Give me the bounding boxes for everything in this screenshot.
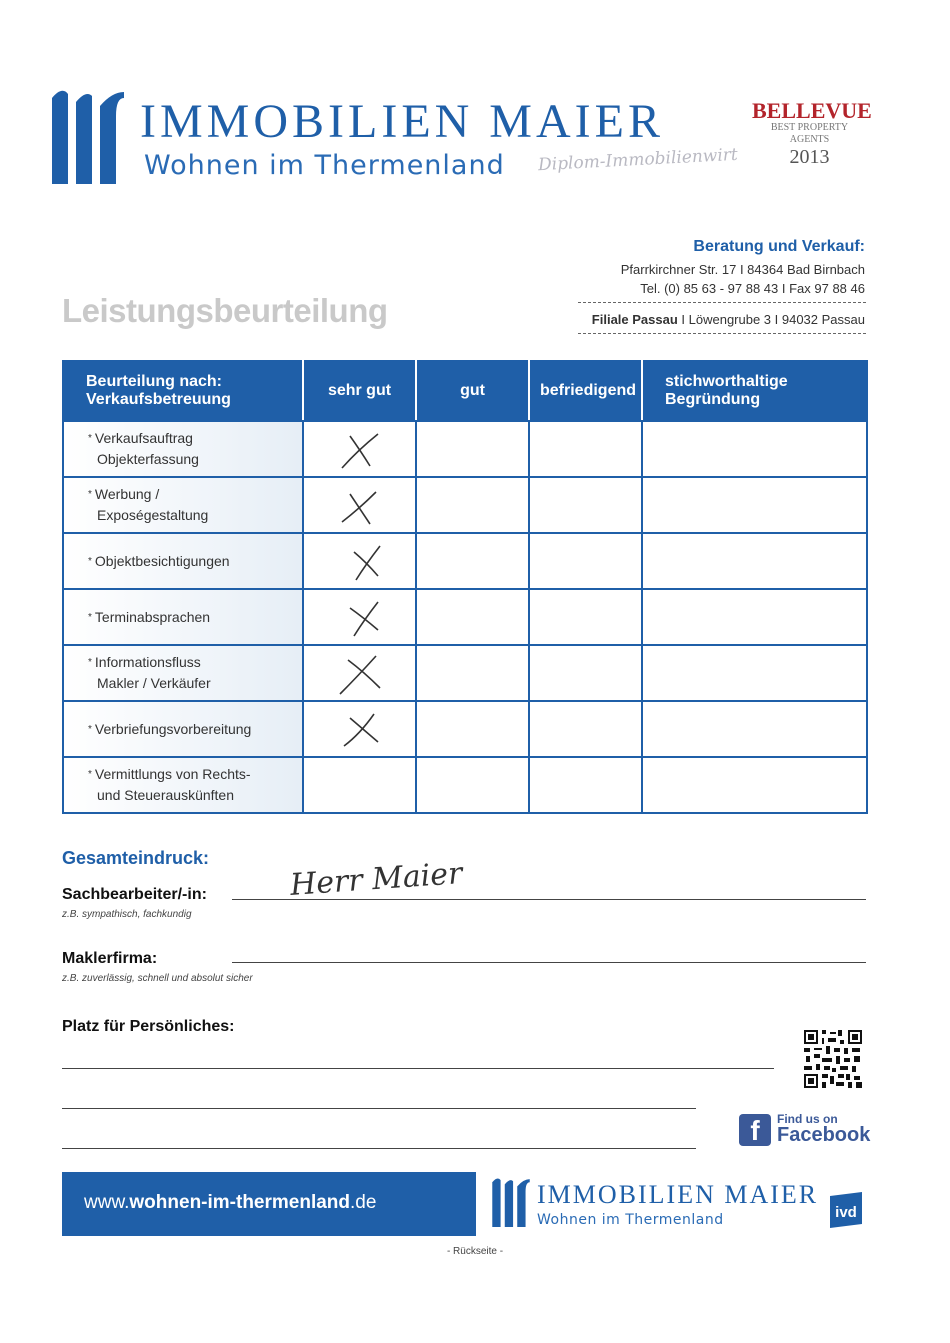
rating-cell-gut[interactable]: [416, 645, 529, 701]
footer-brand-tagline: Wohnen im Thermenland: [537, 1212, 724, 1228]
branch-label: Filiale Passau: [591, 312, 678, 327]
agent-label: Sachbearbeiter/-in:: [62, 886, 207, 903]
brand-tagline: Wohnen im Thermenland: [144, 150, 505, 181]
personal-line-2[interactable]: [62, 1108, 696, 1109]
url-prefix: www.: [84, 1192, 130, 1213]
rating-cell-gut[interactable]: [416, 533, 529, 589]
personal-line-3[interactable]: [62, 1148, 696, 1149]
contact-heading: Beratung und Verkauf:: [693, 238, 865, 255]
rating-cell-sehr-gut[interactable]: [303, 421, 416, 477]
rating-cell-gut[interactable]: [416, 701, 529, 757]
criterion-line1: Terminabsprachen: [94, 608, 211, 625]
table-header-row: [63, 361, 867, 421]
reason-cell[interactable]: [642, 589, 867, 645]
rating-cell-befriedigend[interactable]: [529, 589, 642, 645]
bullet: *: [88, 433, 92, 444]
bullet: *: [88, 657, 92, 668]
bullet: *: [88, 555, 92, 567]
criterion-line1: Verkaufsauftrag: [94, 430, 193, 446]
rating-cell-sehr-gut[interactable]: [303, 589, 416, 645]
criterion-cell: [63, 477, 303, 533]
url-suffix: .de: [350, 1192, 377, 1213]
col-befriedigend-header: befriedigend: [529, 361, 642, 421]
rating-cell-gut[interactable]: [416, 477, 529, 533]
criterion-cell: [63, 533, 303, 589]
ivd-logo-icon: [826, 1190, 866, 1230]
footer-url-band: [62, 1172, 476, 1236]
bellevue-award-badge: [752, 98, 872, 168]
reason-header: [642, 361, 867, 421]
checkmark-x-icon: [334, 430, 384, 472]
reason-cell[interactable]: [642, 757, 867, 813]
award-subtitle: BEST PROPERTY AGENTS: [770, 122, 849, 145]
rating-cell-gut[interactable]: [416, 421, 529, 477]
criterion-line2: Objekterfassung: [97, 451, 199, 467]
facebook-line2: Facebook: [777, 1124, 871, 1146]
website-link[interactable]: [84, 1192, 376, 1214]
reason-header-line1: stichworthaltige: [665, 373, 788, 390]
reason-cell[interactable]: [642, 701, 867, 757]
criterion-cell: [63, 589, 303, 645]
rating-cell-sehr-gut[interactable]: [303, 533, 416, 589]
criterion-cell: [63, 757, 303, 813]
qr-code-icon: [804, 1030, 862, 1088]
checkmark-x-icon: [334, 598, 384, 640]
firm-input-line[interactable]: [232, 962, 866, 963]
branch-info: [592, 312, 865, 327]
criterion-cell: [63, 421, 303, 477]
checkmark-x-icon: [334, 654, 384, 696]
table-row: [63, 701, 867, 757]
rating-cell-befriedigend[interactable]: [529, 477, 642, 533]
rating-cell-gut[interactable]: [416, 757, 529, 813]
table-row: [63, 645, 867, 701]
rating-cell-gut[interactable]: [416, 589, 529, 645]
footer-brand-name: IMMOBILIEN MAIER: [537, 1180, 819, 1209]
logo-bars-icon: [48, 86, 128, 186]
criterion-line1: Objektbesichtigungen: [94, 552, 230, 569]
contact-address: Pfarrkirchner Str. 17 I 84364 Bad Birnbach: [620, 262, 865, 277]
reason-cell[interactable]: [642, 645, 867, 701]
col-gut-header: gut: [416, 361, 529, 421]
rating-cell-befriedigend[interactable]: [529, 533, 642, 589]
rating-cell-befriedigend[interactable]: [529, 701, 642, 757]
checkmark-x-icon: [334, 710, 384, 752]
criterion-line1: Vermittlungs von Rechts-: [94, 766, 251, 782]
divider: [578, 302, 866, 303]
reason-header-line2: Begründung: [665, 391, 761, 408]
award-name: BELLEVUE: [752, 98, 872, 123]
criteria-header-line2: Verkaufsbetreuung: [86, 391, 231, 408]
handwritten-note: Diplom-Immobilienwirt: [537, 144, 739, 176]
rating-table: [62, 360, 868, 814]
rating-cell-sehr-gut[interactable]: [303, 645, 416, 701]
reason-cell[interactable]: [642, 477, 867, 533]
criteria-header-line1: Beurteilung nach:: [86, 373, 223, 390]
facebook-icon: f: [739, 1114, 771, 1146]
rating-cell-befriedigend[interactable]: [529, 645, 642, 701]
facebook-line1: Find us on: [777, 1112, 838, 1126]
bullet: *: [88, 611, 92, 623]
branch-address: I Löwengrube 3 I 94032 Passau: [677, 312, 865, 327]
ivd-label: ivd: [835, 1204, 857, 1221]
bullet: *: [88, 723, 92, 735]
criterion-line1: Verbriefungsvorbereitung: [94, 720, 252, 737]
firm-hint: z.B. zuverlässig, schnell und absolut sicher: [62, 973, 253, 984]
rating-cell-sehr-gut[interactable]: [303, 757, 416, 813]
table-row: [63, 533, 867, 589]
url-main: wohnen-im-thermenland: [129, 1192, 351, 1213]
personal-label: Platz für Persönliches:: [62, 1018, 235, 1035]
bullet: *: [88, 769, 92, 780]
overall-impression-label: Gesamteindruck:: [62, 848, 210, 868]
facebook-badge[interactable]: [733, 1108, 871, 1152]
table-row: [63, 421, 867, 477]
agent-hint: z.B. sympathisch, fachkundig: [62, 909, 192, 920]
table-row: [63, 757, 867, 813]
checkmark-x-icon: [334, 486, 384, 528]
criteria-header: [63, 361, 303, 421]
footer-logo-bars-icon: [490, 1176, 532, 1228]
criterion-line2: Makler / Verkäufer: [97, 675, 211, 691]
checkmark-x-icon: [334, 542, 384, 584]
reason-cell[interactable]: [642, 533, 867, 589]
criterion-line1: Informationsfluss: [94, 654, 201, 670]
reason-cell[interactable]: [642, 421, 867, 477]
page-title: Leistungsbeurteilung: [62, 292, 388, 329]
rating-cell-sehr-gut[interactable]: [303, 477, 416, 533]
col-sehr-gut-header: sehr gut: [303, 361, 416, 421]
divider: [578, 333, 866, 334]
bullet: *: [88, 489, 92, 500]
contact-phone: Tel. (0) 85 63 - 97 88 43 I Fax 97 88 46: [640, 281, 865, 296]
rating-cell-befriedigend[interactable]: [529, 757, 642, 813]
personal-line-1[interactable]: [62, 1068, 774, 1069]
award-year: 2013: [789, 146, 830, 168]
rating-cell-befriedigend[interactable]: [529, 421, 642, 477]
rating-cell-sehr-gut[interactable]: [303, 701, 416, 757]
criterion-cell: [63, 701, 303, 757]
brand-name: IMMOBILIEN MAIER: [140, 95, 664, 148]
back-page-note: - Rückseite -: [446, 1246, 504, 1257]
table-row: [63, 477, 867, 533]
criterion-cell: [63, 645, 303, 701]
firm-label: Maklerfirma:: [62, 950, 158, 967]
agent-signature: Herr Maier: [288, 856, 464, 903]
criterion-line1: Werbung /: [94, 486, 160, 502]
criterion-line2: und Steuerauskünften: [97, 787, 234, 803]
table-row: [63, 589, 867, 645]
criterion-line2: Exposégestaltung: [97, 507, 209, 523]
